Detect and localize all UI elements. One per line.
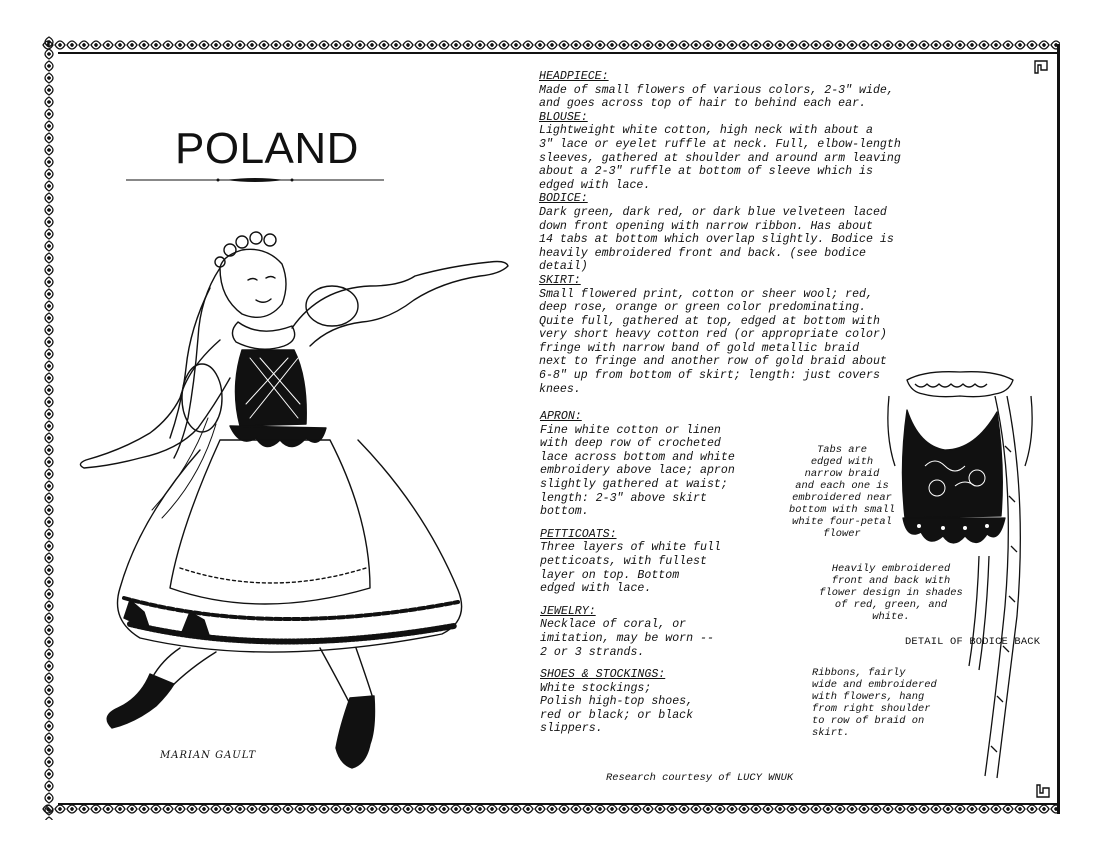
section-shoes-stockings xyxy=(540,668,770,736)
section-heading: APRON: xyxy=(540,410,582,423)
border-rule-top xyxy=(58,52,1060,54)
title-underline-ornament xyxy=(126,176,384,184)
section-body: Made of small flowers of various colors, 2-3" wide, and goes across top of hair to behind each ear. xyxy=(539,83,894,111)
caption-ribbons: Ribbons, fairly wide and embroidered with flowers, hang from right shoulder to row of braid on skirt. xyxy=(812,667,937,739)
section-body: Three layers of white full petticoats, with fullest layer on top. Bottom edged with lace. xyxy=(540,541,721,596)
border-rule-right xyxy=(1057,44,1060,814)
section-blouse xyxy=(539,111,929,193)
caption-detail-of-bodice-back: DETAIL OF BODICE BACK xyxy=(905,636,1041,648)
section-body: Small flowered print, cotton or sheer wool; red, deep rose, orange or green color predominating. Quite full, gathered at top, edged at bottom with very short heavy cotton red (or appropriate color) fringe with narrow band of gold metallic braid next to fringe and another row of gold braid about 6-8" up from bottom of skirt; length: just covers knees. xyxy=(539,287,887,396)
page-title: POLAND xyxy=(175,124,359,173)
section-apron xyxy=(540,410,770,519)
section-heading: HEADPIECE: xyxy=(539,70,609,83)
section-body: Dark green, dark red, or dark blue velveteen laced down front opening with narrow ribbon. Has about 14 tabs at bottom which overlap slightly. Bodice is heavily embroidered front and back. (see bodice detail) xyxy=(539,205,894,274)
section-petticoats xyxy=(540,528,770,596)
section-body: Lightweight white cotton, high neck with about a 3" lace or eyelet ruffle at neck. Full, elbow-length sleeves, gathered at shoulder and around arm leaving about a 2-3" ruffle at bottom of sleeve which is edged with lace. xyxy=(539,124,901,192)
section-body: White stockings; Polish high-top shoes, red or black; or black slippers. xyxy=(540,681,694,736)
section-heading: SKIRT: xyxy=(539,273,581,287)
section-body: Necklace of coral, or imitation, may be worn -- 2 or 3 strands. xyxy=(540,618,714,659)
section-skirt xyxy=(539,274,929,396)
section-bodice xyxy=(539,192,929,274)
section-heading: BLOUSE: xyxy=(539,110,588,124)
research-credit: Research courtesy of LUCY WNUK xyxy=(606,772,794,784)
corner-ornament-top-right xyxy=(1032,58,1050,76)
section-heading: SHOES & STOCKINGS: xyxy=(540,668,666,682)
costume-description-lower xyxy=(540,410,770,745)
polish-dancer-illustration xyxy=(70,228,525,778)
caption-heavily-embroidered: Heavily embroidered front and back with flower design in shades of red, green, and white. xyxy=(819,563,963,623)
artist-signature: MARIAN GAULT xyxy=(160,750,257,761)
border-rule-bottom xyxy=(58,803,1060,805)
ornamental-border-left xyxy=(40,36,58,820)
costume-description-upper xyxy=(539,70,929,396)
section-headpiece xyxy=(539,70,929,111)
section-heading: PETTICOATS: xyxy=(540,527,617,541)
section-body: Fine white cotton or linen with deep row of crocheted lace across bottom and white embroidery above lace; apron slightly gathered at waist; length: 2-3" above skirt bottom. xyxy=(540,423,735,519)
corner-ornament-bottom-right xyxy=(1034,782,1052,800)
section-heading: JEWELRY: xyxy=(540,604,596,618)
caption-tabs: Tabs are edged with narrow braid and each one is embroidered near bottom with small white four-petal flower xyxy=(788,444,895,540)
section-jewelry xyxy=(540,605,770,659)
section-heading: BODICE: xyxy=(539,192,588,206)
